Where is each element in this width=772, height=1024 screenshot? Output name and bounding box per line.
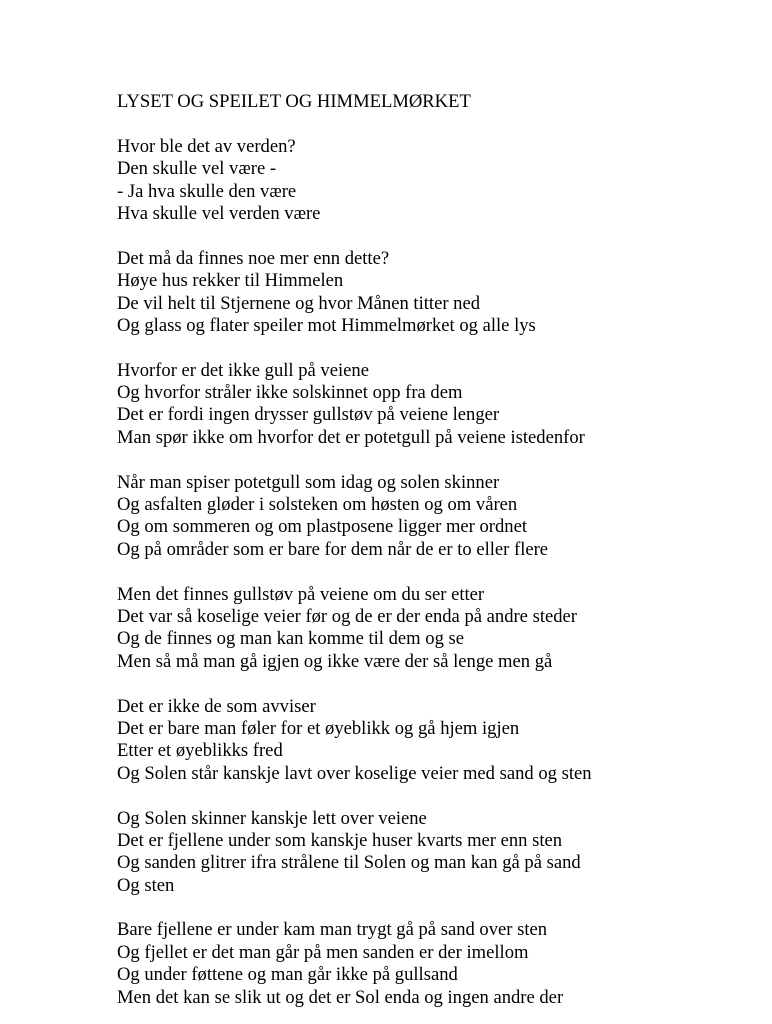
poem-line: Men det kan se slik ut og det er Sol enda og ingen andre der — [117, 986, 564, 1008]
poem-line: Det er bare man føler for et øyeblikk og gå hjem igjen — [117, 717, 520, 739]
poem-line: De vil helt til Stjernene og hvor Månen titter ned — [117, 292, 481, 314]
poem-line: Høye hus rekker til Himmelen — [117, 270, 344, 292]
poem-body — [117, 136, 757, 1009]
poem-title: LYSET OG SPEILET OG HIMMELMØRKET — [117, 91, 471, 112]
poem-line: Og Solen står kanskje lavt over koselige veier med sand og sten — [117, 762, 592, 784]
poem-line: Det er fjellene under som kanskje huser kvarts mer enn sten — [117, 829, 563, 851]
stanza-3 — [117, 360, 757, 450]
poem-line: Det var så koselige veier før og de er der enda på andre steder — [117, 605, 577, 627]
poem-line: Og asfalten gløder i solsteken om høsten og om våren — [117, 494, 518, 516]
poem-line: Man spør ikke om hvorfor det er potetgull på veiene istedenfor — [117, 426, 585, 448]
poem-line: - Ja hva skulle den være — [117, 180, 297, 202]
poem-line: Hvorfor er det ikke gull på veiene — [117, 359, 369, 381]
poem-line: Det er fordi ingen drysser gullstøv på veiene lenger — [117, 404, 500, 426]
poem-line: Bare fjellene er under kam man trygt gå på sand over sten — [117, 919, 548, 941]
poem-line: Og under føttene og man går ikke på gullsand — [117, 964, 458, 986]
stanza-4 — [117, 472, 757, 562]
poem-line: Det er ikke de som avviser — [117, 695, 316, 717]
poem-line: Det må da finnes noe mer enn dette? — [117, 247, 390, 269]
poem-line: Og Solen skinner kanskje lett over veiene — [117, 807, 427, 829]
poem-line: Og om sommeren og om plastposene ligger mer ordnet — [117, 516, 528, 538]
poem-line: Og fjellet er det man går på men sanden er der imellom — [117, 941, 529, 963]
stanza-1 — [117, 136, 757, 226]
poem-line: Og de finnes og man kan komme til dem og se — [117, 628, 465, 650]
stanza-2 — [117, 248, 757, 338]
stanza-7 — [117, 808, 757, 898]
poem-line: Og sten — [117, 874, 175, 896]
poem-line: Og hvorfor stråler ikke solskinnet opp fra dem — [117, 382, 463, 404]
poem-line: Og glass og flater speiler mot Himmelmørket og alle lys — [117, 314, 536, 336]
poem — [117, 91, 757, 1009]
stanza-8 — [117, 919, 757, 1009]
poem-line: Men det finnes gullstøv på veiene om du ser etter — [117, 583, 485, 605]
poem-line: Hvor ble det av verden? — [117, 135, 296, 157]
poem-line: Hva skulle vel verden være — [117, 202, 321, 224]
stanza-6 — [117, 696, 757, 786]
poem-line: Den skulle vel være - — [117, 158, 277, 180]
poem-line: Men så må man gå igjen og ikke være der så lenge men gå — [117, 650, 553, 672]
poem-line: Etter et øyeblikks fred — [117, 740, 283, 762]
poem-line: Og sanden glitrer ifra strålene til Solen og man kan gå på sand — [117, 852, 581, 874]
stanza-5 — [117, 584, 757, 674]
poem-line: Og på områder som er bare for dem når de er to eller flere — [117, 538, 549, 560]
poem-line: Når man spiser potetgull som idag og solen skinner — [117, 471, 500, 493]
